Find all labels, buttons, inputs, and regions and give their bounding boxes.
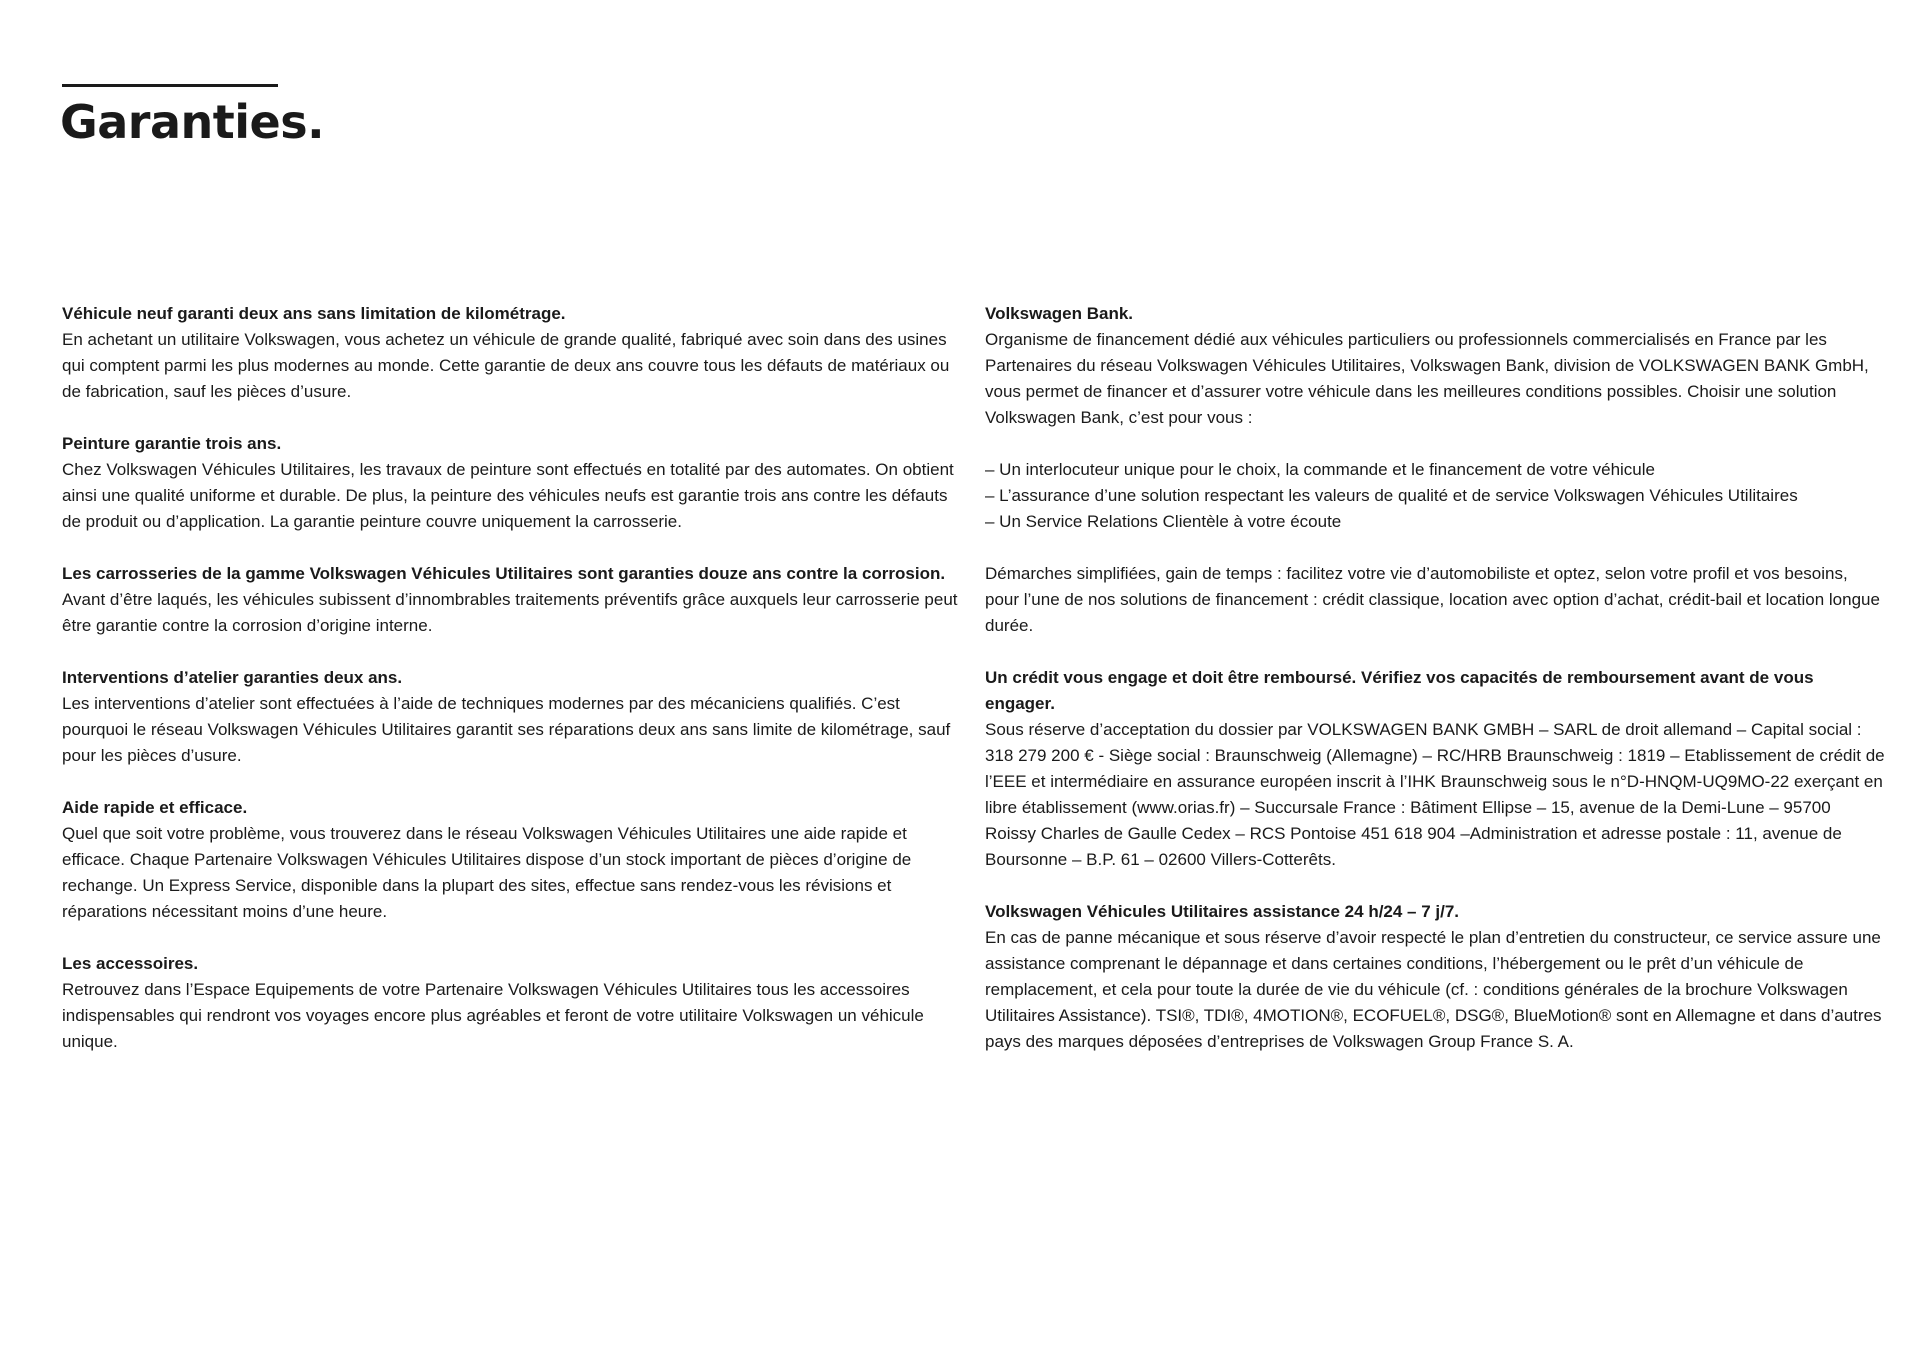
list-item: – Un interlocuteur unique pour le choix, la commande et le financement de votre véhicule <box>985 460 1655 479</box>
financing-options-section <box>985 561 1885 639</box>
section-heading: Volkswagen Véhicules Utilitaires assistance 24 h/24 – 7 j/7. <box>985 902 1460 921</box>
page-title: Garanties. <box>60 95 325 149</box>
accessories-section <box>62 951 962 1055</box>
section-body: Quel que soit votre problème, vous trouverez dans le réseau Volkswagen Véhicules Utilitaires une aide rapide et efficace. Chaque Partenaire Volkswagen Véhicules Utilitaires dispose d’un stock important de pièces d’origine de rechange. Un Express Service, disponible dans la plupart des sites, effectue sans rendez-vous les révisions et réparations nécessitant moins d’une heure. <box>62 824 912 921</box>
credit-legal-section <box>985 665 1885 873</box>
section-body: Organisme de financement dédié aux véhicules particuliers ou professionnels commercialisés en France par les Partenaires du réseau Volkswagen Véhicules Utilitaires, Volkswagen Bank, division de VOLKSWAGEN BANK GmbH, vous permet de financer et d’assurer votre véhicule dans les meilleures conditions possibles. Choisir une solution Volkswagen Bank, c’est pour vous : <box>985 330 1869 427</box>
workshop-warranty-section <box>62 665 962 769</box>
volkswagen-bank-section <box>985 301 1885 431</box>
section-heading: Aide rapide et efficace. <box>62 798 248 817</box>
list-item: – L’assurance d’une solution respectant les valeurs de qualité et de service Volkswagen Véhicules Utilitaires <box>985 486 1798 505</box>
section-heading: Un crédit vous engage et doit être remboursé. Vérifiez vos capacités de remboursement avant de vous engager. <box>985 668 1814 713</box>
right-column <box>985 301 1885 1081</box>
list-item: – Un Service Relations Clientèle à votre écoute <box>985 512 1342 531</box>
section-body: Retrouvez dans l’Espace Equipements de votre Partenaire Volkswagen Véhicules Utilitaires tous les accessoires indispensables qui rendront vos voyages encore plus agréables et feront de votre utilitaire Volkswagen un véhicule unique. <box>62 980 924 1051</box>
section-heading: Peinture garantie trois ans. <box>62 434 282 453</box>
section-heading: Les carrosseries de la gamme Volkswagen Véhicules Utilitaires sont garanties douze ans contre la corrosion. <box>62 564 946 583</box>
section-body: Démarches simplifiées, gain de temps : facilitez votre vie d’automobiliste et optez, selon votre profil et vos besoins, pour l’une de nos solutions de financement : crédit classique, location avec option d’achat, crédit-bail et location longue durée. <box>985 564 1880 635</box>
section-body: Chez Volkswagen Véhicules Utilitaires, les travaux de peinture sont effectués en totalité par des automates. On obtient ainsi une qualité uniforme et durable. De plus, la peinture des véhicules neufs est garantie trois ans contre les défauts de produit ou d’application. La garantie peinture couvre uniquement la carrosserie. <box>62 460 954 531</box>
quick-help-section <box>62 795 962 925</box>
corrosion-warranty-section <box>62 561 962 639</box>
section-heading: Véhicule neuf garanti deux ans sans limitation de kilométrage. <box>62 304 566 323</box>
paint-warranty-section <box>62 431 962 535</box>
section-body: Les interventions d’atelier sont effectuées à l’aide de techniques modernes par des mécaniciens qualifiés. C’est pourquoi le réseau Volkswagen Véhicules Utilitaires garantit ses réparations deux ans sans limite de kilométrage, sauf pour les pièces d’usure. <box>62 694 951 765</box>
section-body: En achetant un utilitaire Volkswagen, vous achetez un véhicule de grande qualité, fabriqué avec soin dans des usines qui comptent parmi les plus modernes au monde. Cette garantie de deux ans couvre tous les défauts de matériaux ou de fabrication, sauf les pièces d’usure. <box>62 330 950 401</box>
left-column <box>62 301 962 1081</box>
section-heading: Les accessoires. <box>62 954 199 973</box>
title-rule <box>62 84 278 87</box>
bank-benefits-list <box>985 457 1885 535</box>
warranty-new-vehicle-section <box>62 301 962 405</box>
section-heading: Volkswagen Bank. <box>985 304 1134 323</box>
section-body: En cas de panne mécanique et sous réserve d’avoir respecté le plan d’entretien du constructeur, ce service assure une assistance comprenant le dépannage et dans certaines conditions, l’hébergement ou le prêt d’un véhicule de remplacement, et cela pour toute la durée de vie du véhicule (cf. : conditions générales de la brochure Volkswagen Utilitaires Assistance). TSI®, TDI®, 4MOTION®, ECOFUEL®, DSG®, BlueMotion® sont en Allemagne et dans d’autres pays des marques déposées d’entreprises de Volkswagen Group France S. A. <box>985 928 1882 1051</box>
section-heading: Interventions d’atelier garanties deux ans. <box>62 668 403 687</box>
section-body: Avant d’être laqués, les véhicules subissent d’innombrables traitements préventifs grâce auxquels leur carrosserie peut être garantie contre la corrosion d’origine interne. <box>62 590 958 635</box>
assistance-section <box>985 899 1885 1055</box>
section-body: Sous réserve d’acceptation du dossier par VOLKSWAGEN BANK GMBH – SARL de droit allemand – Capital social : 318 279 200 € - Siège social : Braunschweig (Allemagne) – RC/HRB Braunschweig : 1819 – Etablissement de crédit de l’EEE et intermédiaire en assurance européen inscrit à l’IHK Braunschweig sous le n°D-HNQM-UQ9MO-22 exerçant en libre établissement (www.orias.fr) – Succursale France : Bâtiment Ellipse – 15, avenue de la Demi-Lune – 95700 Roissy Charles de Gaulle Cedex – RCS Pontoise 451 618 904 –Administration et adresse postale : 11, avenue de Boursonne – B.P. 61 – 02600 Villers-Cotterêts. <box>985 720 1885 869</box>
